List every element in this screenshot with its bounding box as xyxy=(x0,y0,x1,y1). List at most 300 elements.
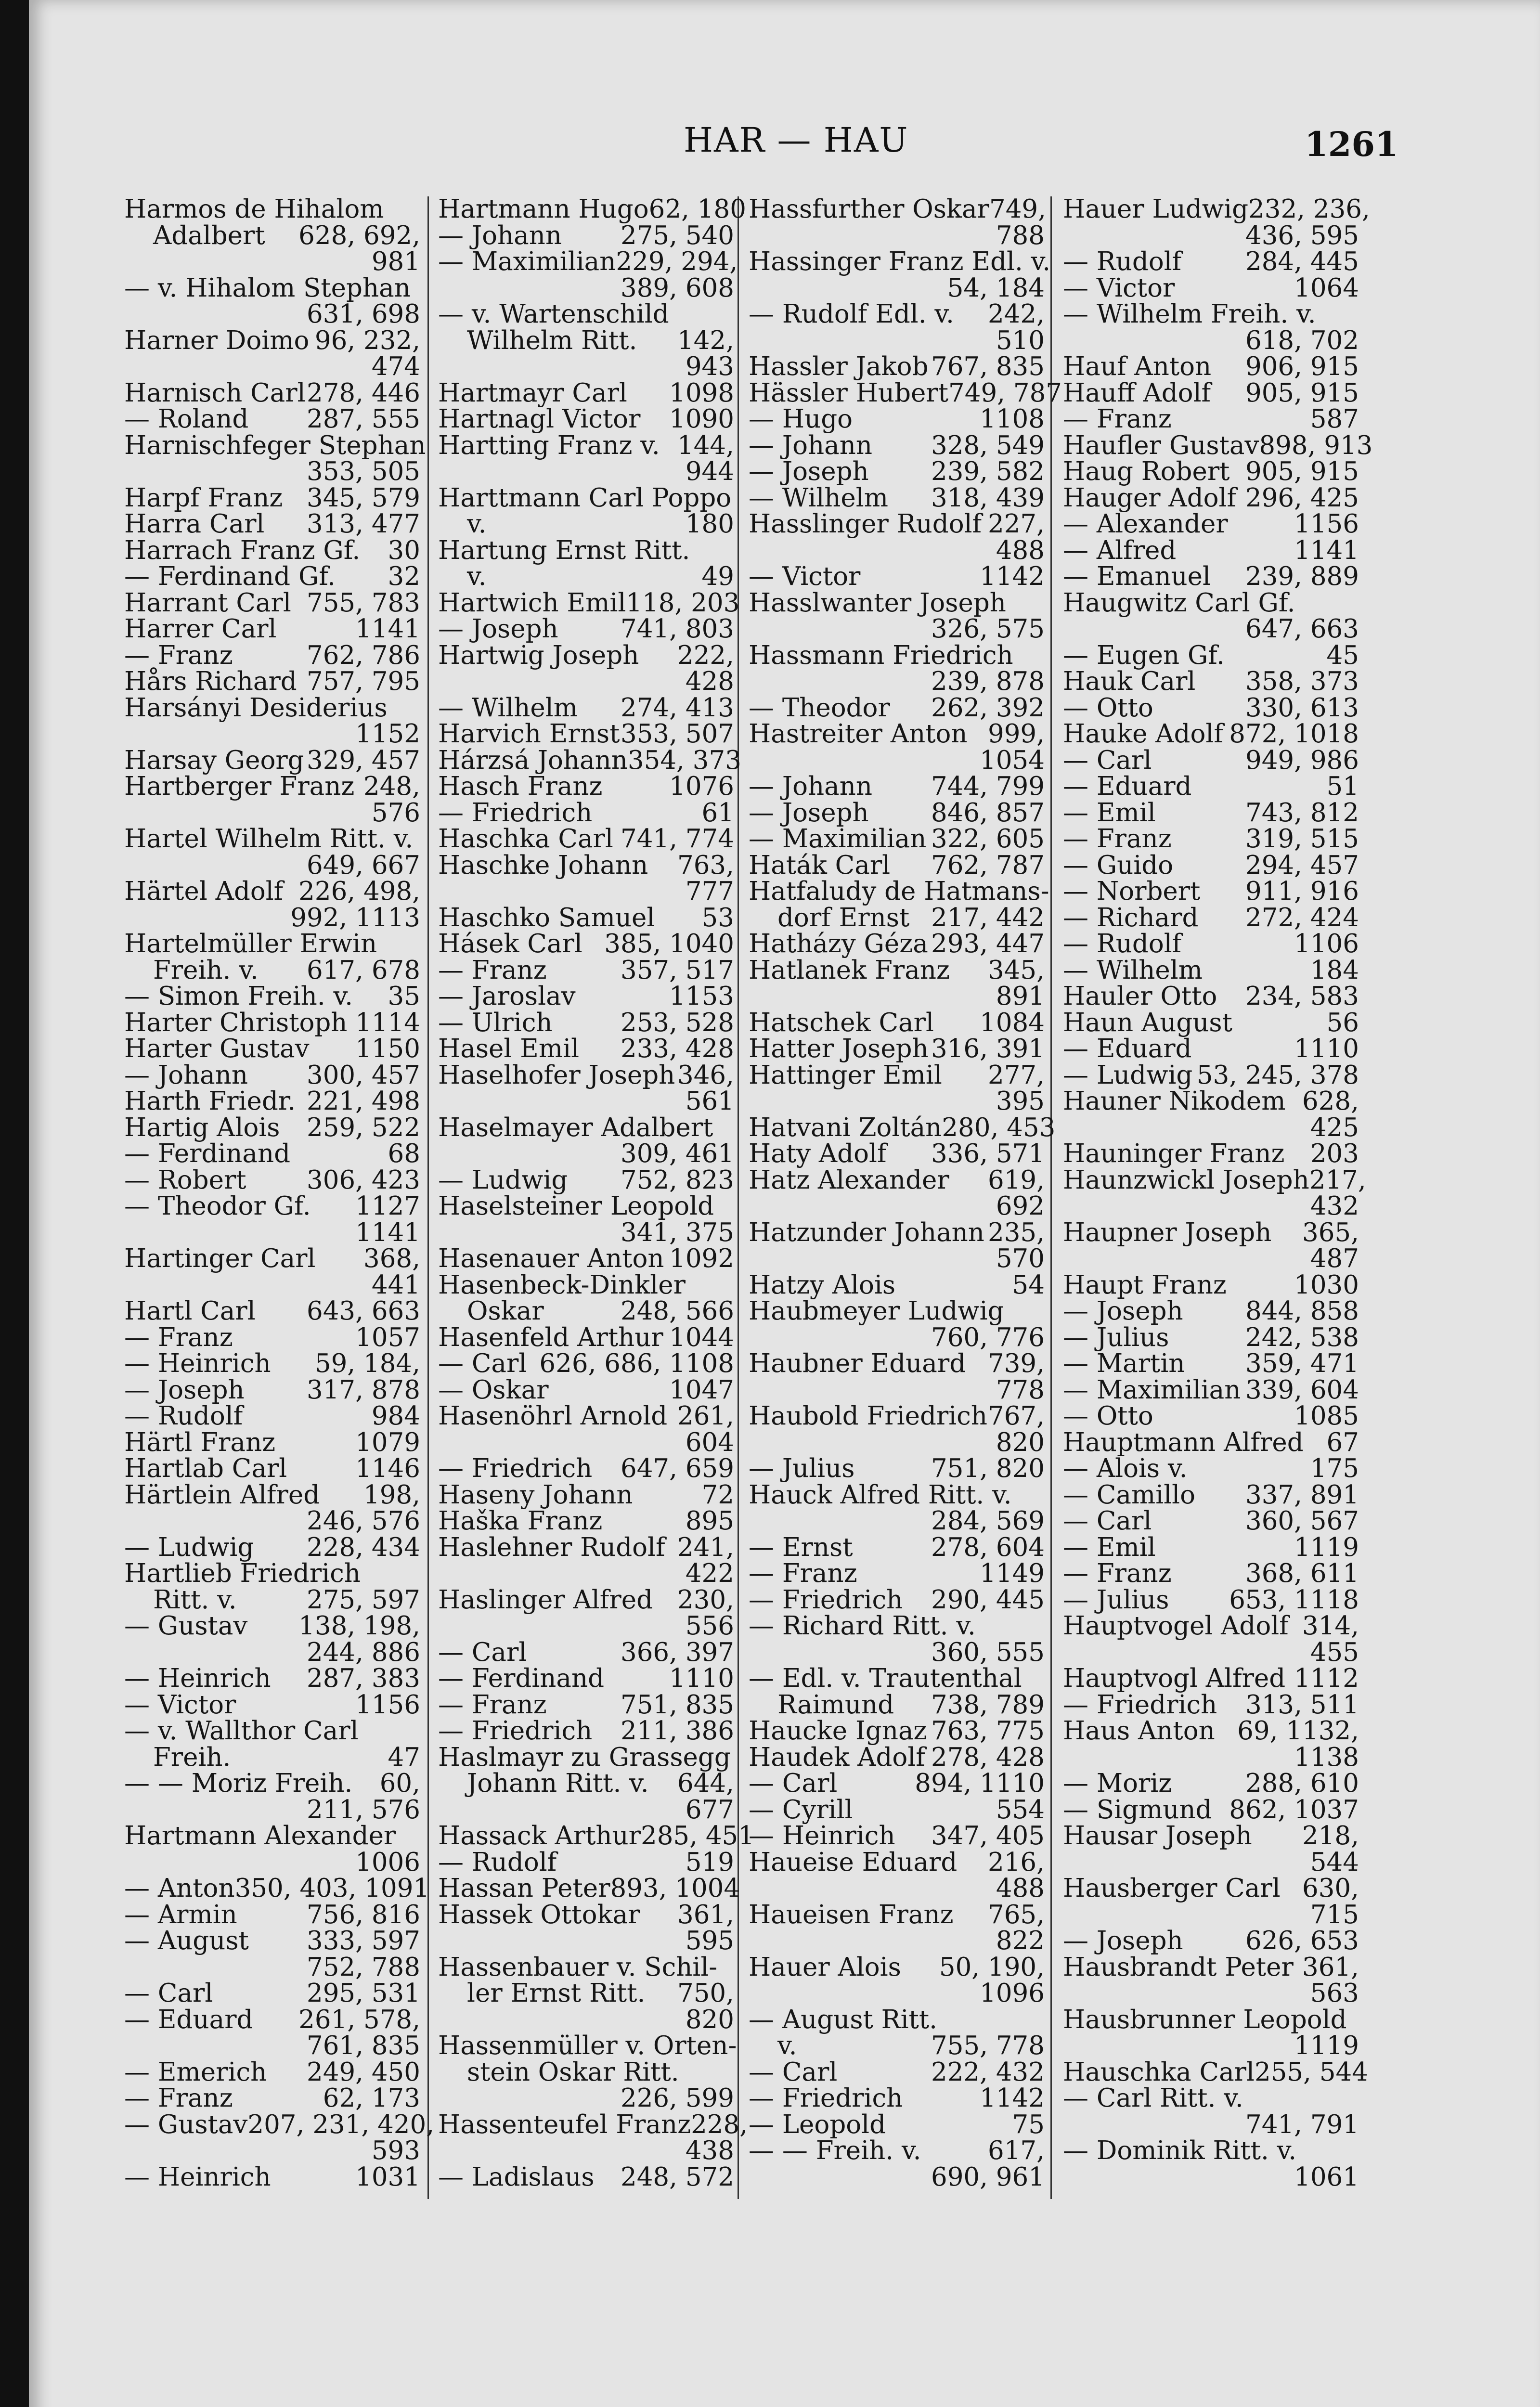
entry-page-refs: 287, 383 xyxy=(306,1664,420,1693)
entry-name: Freih. v. xyxy=(153,955,259,985)
index-entry-line xyxy=(124,2109,435,2139)
entry-name: — Joseph xyxy=(1063,1296,1183,1326)
entry-page-refs: 330, 613 xyxy=(1245,693,1359,723)
entry-page-refs: 894, 1110 xyxy=(915,1769,1045,1798)
entry-page-refs: 306, 423 xyxy=(306,1165,420,1195)
entry-page-refs: 767, 835 xyxy=(931,352,1045,381)
index-entry-line xyxy=(749,430,1045,460)
entry-page-refs: 1061 xyxy=(1294,2162,1359,2192)
entry-page-refs: 180 xyxy=(685,509,734,539)
entry-page-refs: 284, 445 xyxy=(1245,247,1359,276)
entry-page-refs: 755, 778 xyxy=(931,2031,1045,2060)
index-entry-line xyxy=(124,800,420,827)
entry-name: — Joseph xyxy=(124,1375,245,1405)
entry-page-refs: 617, 678 xyxy=(306,955,420,985)
entry-page-refs: 175 xyxy=(1310,1454,1359,1483)
index-entry-line xyxy=(124,1377,420,1404)
index-entry-line xyxy=(124,1561,420,1587)
entry-page-refs: 328, 549 xyxy=(931,430,1045,460)
entry-page-refs: 644, xyxy=(677,1769,734,1798)
entry-page-refs: 235, xyxy=(987,1217,1045,1247)
index-entry-line xyxy=(438,1954,734,1981)
index-entry-line xyxy=(124,459,420,485)
entry-name: Harra Carl xyxy=(124,509,265,539)
entry-name: — Ludwig xyxy=(1063,1060,1193,1090)
entry-name: Haubmeyer Ludwig xyxy=(749,1296,1004,1326)
index-entry-line xyxy=(124,196,420,223)
index-entry-line xyxy=(749,1823,1045,1850)
entry-page-refs: 563 xyxy=(1310,1979,1359,2008)
index-entry-line xyxy=(1063,1613,1359,1640)
index-entry-line xyxy=(438,485,734,512)
index-entry-line xyxy=(749,301,1045,328)
entry-page-refs: 336, 571 xyxy=(931,1139,1045,1168)
entry-name: — Johann xyxy=(124,1060,248,1090)
entry-name: — Emil xyxy=(1063,798,1156,828)
index-entry-line xyxy=(1063,301,1359,328)
entry-page-refs: 253, 528 xyxy=(620,1008,734,1037)
entry-name: — Ernst xyxy=(749,1532,853,1562)
entry-page-refs: 488 xyxy=(996,1874,1045,1903)
entry-page-refs: 455 xyxy=(1310,1637,1359,1667)
entry-name: Haslehner Rudolf xyxy=(438,1532,665,1562)
entry-page-refs: 1106 xyxy=(1294,929,1359,958)
entry-name: — Hugo xyxy=(749,404,853,434)
entry-page-refs: 360, 555 xyxy=(931,1637,1045,1667)
entry-page-refs: 54, 184 xyxy=(947,273,1045,303)
index-entry-line xyxy=(749,931,1045,958)
entry-name: stein Oskar Ritt. xyxy=(467,2057,679,2087)
index-entry-line xyxy=(1063,905,1359,932)
entry-page-refs: 1149 xyxy=(980,1559,1045,1588)
entry-name: — Ferdinand Gf. xyxy=(124,562,336,591)
entry-page-refs: 62, 180 xyxy=(648,194,746,224)
entry-name: Haty Adolf xyxy=(749,1139,887,1168)
entry-page-refs: 576 xyxy=(371,798,420,828)
entry-page-refs: 762, 787 xyxy=(931,850,1045,880)
index-entry-line xyxy=(124,745,420,775)
index-entry-line xyxy=(124,1508,420,1535)
entry-name: Hauler Otto xyxy=(1063,982,1217,1011)
index-entry-line xyxy=(124,1847,420,1877)
index-entry-line xyxy=(1063,2033,1359,2059)
index-entry-line xyxy=(124,1427,420,1457)
entry-page-refs: 1031 xyxy=(355,2162,420,2192)
entry-name: — Joseph xyxy=(1063,1926,1183,1955)
index-entry-line xyxy=(749,1113,1056,1142)
entry-page-refs: 261, 578, xyxy=(298,2005,420,2034)
entry-name: — v. Wallthor Carl xyxy=(124,1716,359,1746)
index-entry-line xyxy=(1063,1351,1359,1377)
index-entry-line xyxy=(438,1613,734,1640)
entry-page-refs: 690, 961 xyxy=(931,2162,1045,2192)
entry-page-refs: 67 xyxy=(1326,1427,1359,1457)
page-number: 1261 xyxy=(1305,124,1398,164)
entry-name: — Carl xyxy=(749,2057,838,2087)
index-entry-line xyxy=(124,430,426,460)
index-entry-line xyxy=(438,931,734,958)
index-entry-line xyxy=(1063,1532,1359,1562)
entry-name: Hausberger Carl xyxy=(1063,1874,1281,1903)
index-entry-line xyxy=(124,1637,420,1667)
entry-name: Hårs Richard xyxy=(124,667,297,696)
entry-name: Harrach Franz Gf. xyxy=(124,535,361,565)
entry-name: Hartung Ernst Ritt. xyxy=(438,535,690,565)
index-entry-line xyxy=(749,590,1045,617)
index-entry-line xyxy=(749,1272,1045,1299)
entry-page-refs: 846, 857 xyxy=(931,798,1045,828)
entry-page-refs: 1047 xyxy=(669,1375,734,1405)
entry-page-refs: 241, xyxy=(677,1532,734,1562)
index-entry-line xyxy=(749,850,1045,880)
index-entry-line xyxy=(438,1532,734,1562)
index-entry-line xyxy=(438,850,734,880)
entry-page-refs: 293, 447 xyxy=(931,929,1045,958)
entry-page-refs: 203 xyxy=(1310,1139,1359,1168)
entry-name: — Otto xyxy=(1063,1401,1153,1431)
entry-name: Haselhofer Joseph xyxy=(438,1060,675,1090)
index-entry-line xyxy=(1063,1193,1359,1220)
index-entry-line xyxy=(438,1351,734,1377)
entry-name: Harter Gustav xyxy=(124,1034,310,1063)
entry-page-refs: 385, 1040 xyxy=(604,929,734,958)
entry-page-refs: 488 xyxy=(996,535,1045,565)
entry-name: Haschka Carl xyxy=(438,824,613,854)
entry-name: — Emerich xyxy=(124,2057,267,2087)
entry-page-refs: 232, 236, xyxy=(1248,194,1370,224)
index-entry-line xyxy=(438,1980,734,2007)
entry-page-refs: 357, 517 xyxy=(620,955,734,985)
entry-page-refs: 441 xyxy=(371,1270,420,1300)
index-entry-line xyxy=(438,2109,748,2139)
entry-page-refs: 49 xyxy=(701,562,734,591)
entry-name: — Franz xyxy=(124,2083,233,2113)
index-entry-line xyxy=(124,1928,420,1954)
entry-name: Haueisen Franz xyxy=(749,1900,954,1929)
index-entry-line xyxy=(438,1637,734,1667)
entry-name: — Victor xyxy=(749,562,861,591)
index-entry-line xyxy=(1063,640,1359,670)
entry-page-refs: 510 xyxy=(996,325,1045,355)
index-entry-line xyxy=(124,1718,420,1745)
entry-name: Hatházy Géza xyxy=(749,929,928,958)
index-entry-line xyxy=(1063,1403,1359,1430)
entry-name: Härtl Franz xyxy=(124,1427,276,1457)
entry-name: — Maximilian xyxy=(1063,1375,1241,1405)
index-entry-line xyxy=(124,1980,420,2007)
entry-page-refs: 595 xyxy=(685,1926,734,1955)
entry-name: Hartel Wilhelm Ritt. v. xyxy=(124,824,414,854)
entry-page-refs: 218, xyxy=(1302,1821,1359,1851)
entry-page-refs: 751, 835 xyxy=(620,1690,734,1720)
entry-name: Hárzsá Johann xyxy=(438,745,628,775)
entry-name: — Friedrich xyxy=(438,1716,593,1746)
entry-name: Haselsteiner Leopold xyxy=(438,1191,714,1221)
entry-name: — Heinrich xyxy=(124,2162,271,2192)
index-entry-line xyxy=(749,1954,1045,1981)
index-entry-line xyxy=(1063,1062,1359,1089)
entry-name: — Armin xyxy=(124,1900,237,1929)
entry-page-refs: 278, 428 xyxy=(931,1742,1045,1772)
index-entry-line xyxy=(1063,1637,1359,1667)
index-entry-line xyxy=(749,1718,1045,1745)
entry-name: Hassan Peter xyxy=(438,1874,610,1903)
entry-name: Hartl Carl xyxy=(124,1296,256,1326)
index-entry-line xyxy=(1063,955,1359,985)
index-entry-line xyxy=(438,1821,754,1851)
entry-page-refs: 762, 786 xyxy=(306,640,420,670)
entry-page-refs: 358, 373 xyxy=(1245,667,1359,696)
index-entry-line xyxy=(124,1954,420,1981)
entry-page-refs: 944 xyxy=(685,457,734,486)
index-entry-line xyxy=(124,301,420,328)
entry-name: — Franz xyxy=(749,1559,857,1588)
entry-page-refs: 1092 xyxy=(669,1244,734,1273)
index-entry-line xyxy=(124,2085,420,2112)
index-entry-line xyxy=(749,1217,1045,1247)
index-entry-line xyxy=(1063,774,1359,800)
index-entry-line xyxy=(749,1980,1045,2007)
entry-page-refs: 1064 xyxy=(1294,273,1359,303)
entry-name: Hartinger Carl xyxy=(124,1244,316,1273)
entry-name: — Carl xyxy=(749,1769,838,1798)
entry-name: — Cyrill xyxy=(749,1795,853,1825)
entry-name: — Victor xyxy=(1063,273,1175,303)
entry-name: v. xyxy=(777,2031,797,2060)
entry-page-refs: 96, 232, xyxy=(314,325,420,355)
index-entry-line xyxy=(438,1403,734,1430)
entry-page-refs: 1110 xyxy=(669,1664,734,1693)
index-entry-line xyxy=(438,669,734,695)
entry-name: — Carl xyxy=(438,1349,527,1378)
entry-name: — Johann xyxy=(438,220,562,250)
entry-page-refs: 317, 878 xyxy=(306,1375,420,1405)
entry-page-refs: 1054 xyxy=(980,745,1045,775)
index-entry-line xyxy=(1063,249,1359,275)
index-entry-line xyxy=(124,275,420,302)
index-entry-line xyxy=(438,2138,734,2164)
entry-page-refs: 788 xyxy=(996,220,1045,250)
entry-page-refs: 1141 xyxy=(355,1217,420,1247)
index-entry-line xyxy=(124,1193,420,1220)
index-entry-line xyxy=(749,1637,1045,1667)
entry-name: Hartlieb Friedrich xyxy=(124,1559,361,1588)
index-entry-line xyxy=(749,1532,1045,1562)
index-entry-line xyxy=(438,1902,734,1928)
index-entry-line xyxy=(749,1587,1045,1614)
entry-page-refs: 820 xyxy=(685,2005,734,2034)
entry-page-refs: 322, 605 xyxy=(931,824,1045,854)
entry-page-refs: 1146 xyxy=(355,1454,420,1483)
entry-name: — August Ritt. xyxy=(749,2005,937,2034)
entry-page-refs: 561 xyxy=(685,1087,734,1116)
entry-name: — Franz xyxy=(438,1690,547,1720)
entry-page-refs: 1153 xyxy=(669,982,734,1011)
entry-page-refs: 295, 531 xyxy=(306,1979,420,2008)
entry-page-refs: 981 xyxy=(371,247,420,276)
index-entry-line xyxy=(124,1456,420,1482)
entry-name: Hasenfeld Arthur xyxy=(438,1322,663,1352)
entry-name: Hartlab Carl xyxy=(124,1454,287,1483)
entry-name: — Johann xyxy=(749,430,873,460)
entry-name: — Gustav xyxy=(124,1611,248,1641)
index-entry-line xyxy=(438,1167,734,1194)
entry-page-refs: 626, 653 xyxy=(1245,1926,1359,1955)
entry-page-refs: 184 xyxy=(1310,955,1359,985)
entry-name: — Alfred xyxy=(1063,535,1177,565)
entry-page-refs: 345, 579 xyxy=(306,483,420,513)
entry-page-refs: 757, 795 xyxy=(306,667,420,696)
index-entry-line xyxy=(124,1613,420,1640)
entry-page-refs: 619, xyxy=(987,1165,1045,1195)
index-entry-line xyxy=(124,1088,420,1115)
entry-page-refs: 1156 xyxy=(355,1690,420,1720)
entry-name: dorf Ernst xyxy=(777,903,910,932)
index-entry-line xyxy=(1063,1246,1359,1272)
entry-page-refs: 422 xyxy=(685,1559,734,1588)
index-entry-line xyxy=(438,1718,734,1745)
entry-page-refs: 1119 xyxy=(1294,2031,1359,2060)
entry-page-refs: 259, 522 xyxy=(306,1113,420,1142)
entry-name: Freih. xyxy=(153,1742,231,1772)
index-entry-line xyxy=(1063,1298,1359,1325)
index-entry-line xyxy=(438,1928,734,1954)
index-entry-line xyxy=(749,826,1045,853)
entry-name: — Rudolf Edl. v. xyxy=(749,299,954,329)
entry-page-refs: 353, 505 xyxy=(306,457,420,486)
entry-page-refs: 337, 891 xyxy=(1245,1480,1359,1510)
index-entry-line xyxy=(124,1322,420,1352)
entry-name: Haubner Eduard xyxy=(749,1349,966,1378)
entry-name: Hastreiter Anton xyxy=(749,719,968,749)
entry-page-refs: 738, 789 xyxy=(931,1690,1045,1720)
entry-name: — Oskar xyxy=(438,1375,549,1405)
entry-name: — Alois v. xyxy=(1063,1454,1188,1483)
entry-name: — Theodor Gf. xyxy=(124,1191,311,1221)
index-entry-line xyxy=(438,406,734,433)
entry-name: Haupner Joseph xyxy=(1063,1217,1272,1247)
entry-page-refs: 316, 391 xyxy=(931,1034,1045,1063)
entry-name: — Martin xyxy=(1063,1349,1185,1378)
entry-page-refs: 118, 203 xyxy=(626,588,740,618)
entry-name: Harner Doimo xyxy=(124,325,310,355)
index-entry-line xyxy=(124,249,420,275)
index-entry-line xyxy=(438,1141,734,1167)
entry-name: — Theodor xyxy=(749,693,890,723)
entry-page-refs: 32 xyxy=(388,562,420,591)
index-entry-line xyxy=(749,1456,1045,1482)
index-entry-line xyxy=(438,826,734,853)
entry-page-refs: 1156 xyxy=(1294,509,1359,539)
entry-page-refs: 75 xyxy=(1012,2109,1045,2139)
index-entry-line xyxy=(438,2164,734,2191)
entry-name: Harth Friedr. xyxy=(124,1087,296,1116)
index-entry-line xyxy=(1063,1561,1359,1587)
entry-page-refs: 35 xyxy=(388,982,420,1011)
entry-name: — Dominik Ritt. v. xyxy=(1063,2136,1297,2165)
entry-page-refs: 765, xyxy=(987,1900,1045,1929)
index-entry-line xyxy=(124,1666,420,1692)
entry-name: — Carl xyxy=(124,1979,213,2008)
index-entry-line xyxy=(749,2007,1045,2033)
entry-page-refs: 246, 576 xyxy=(306,1506,420,1536)
entry-name: — Emanuel xyxy=(1063,562,1211,591)
entry-page-refs: 248, 572 xyxy=(620,2162,734,2192)
entry-name: Hauck Alfred Ritt. v. xyxy=(749,1480,1012,1510)
index-entry-line xyxy=(124,1062,420,1089)
index-entry-line xyxy=(1063,1427,1359,1457)
entry-page-refs: 360, 567 xyxy=(1245,1506,1359,1536)
entry-name: Harrer Carl xyxy=(124,614,277,644)
entry-name: Harter Christoph xyxy=(124,1008,348,1037)
entry-page-refs: 278, 446 xyxy=(306,378,420,408)
index-entry-line xyxy=(749,247,1051,276)
entry-page-refs: 1142 xyxy=(980,562,1045,591)
entry-page-refs: 242, 538 xyxy=(1245,1322,1359,1352)
index-entry-line xyxy=(124,1217,420,1247)
entry-page-refs: 216, xyxy=(987,1847,1045,1877)
index-entry-line xyxy=(1063,1036,1359,1062)
index-entry-line xyxy=(124,1246,420,1272)
entry-page-refs: 631, 698 xyxy=(306,299,420,329)
entry-name: — Maximilian xyxy=(438,247,616,276)
entry-page-refs: 368, 611 xyxy=(1245,1559,1359,1588)
index-entry-line xyxy=(124,640,420,670)
entry-page-refs: 365, xyxy=(1302,1217,1359,1247)
index-entry-line xyxy=(1063,590,1359,617)
index-entry-line xyxy=(438,1298,734,1325)
entry-page-refs: 275, 597 xyxy=(306,1585,420,1615)
index-entry-line xyxy=(438,511,734,538)
index-entry-line xyxy=(1063,1456,1359,1482)
entry-name: — Emil xyxy=(1063,1532,1156,1562)
entry-page-refs: 752, 823 xyxy=(620,1165,734,1195)
entry-page-refs: 227, xyxy=(987,509,1045,539)
entry-page-refs: 604 xyxy=(685,1427,734,1457)
column-rule xyxy=(1050,196,1052,2199)
index-entry-line xyxy=(438,879,734,905)
entry-name: Hausbrunner Leopold xyxy=(1063,2005,1347,2034)
entry-name: Haunzwickl Joseph xyxy=(1063,1165,1309,1195)
index-entry-line xyxy=(1063,931,1359,958)
entry-name: Hatzunder Johann xyxy=(749,1217,984,1247)
entry-name: — Franz xyxy=(1063,824,1172,854)
entry-name: Hauke Adolf xyxy=(1063,719,1223,749)
entry-name: Haschko Samuel xyxy=(438,903,655,932)
index-entry-line xyxy=(749,1666,1045,1692)
entry-page-refs: 228, 434 xyxy=(306,1532,420,1562)
entry-name: Hásek Carl xyxy=(438,929,582,958)
entry-page-refs: 1096 xyxy=(980,1979,1045,2008)
index-entry-line xyxy=(124,1167,420,1194)
entry-page-refs: 72 xyxy=(701,1480,734,1510)
index-entry-line xyxy=(438,301,734,328)
index-entry-line xyxy=(124,2138,420,2164)
entry-page-refs: 144, xyxy=(677,430,734,460)
entry-name: — Wilhelm Freih. v. xyxy=(1063,299,1316,329)
entry-page-refs: 949, 986 xyxy=(1245,745,1359,775)
page xyxy=(29,0,1540,2407)
index-entry-line xyxy=(1063,194,1370,224)
index-entry-line xyxy=(124,616,420,643)
entry-name: Johann Ritt. v. xyxy=(467,1769,649,1798)
index-entry-line xyxy=(438,1456,734,1482)
index-entry-line xyxy=(124,826,420,853)
index-entry-line xyxy=(1063,1377,1359,1404)
entry-page-refs: 474 xyxy=(371,352,420,381)
entry-name: — Joseph xyxy=(749,457,869,486)
index-entry-line xyxy=(124,879,420,905)
